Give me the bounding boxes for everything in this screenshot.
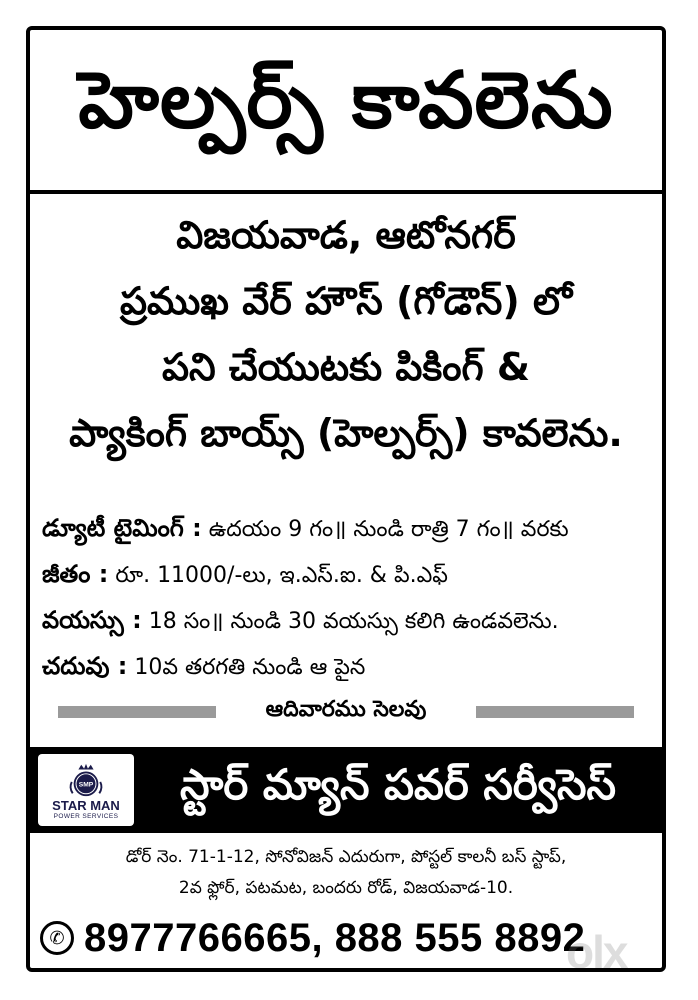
company-name: స్టార్ మ్యాన్ పవర్ సర్వీసెస్	[180, 760, 616, 809]
detail-row-salary	[42, 551, 657, 597]
headline: హెల్పర్స్ కావలెను	[78, 55, 614, 146]
detail-label: డ్యూటీ టైమింగ్ :	[42, 514, 202, 542]
crown-seal-icon	[67, 761, 105, 799]
phone-icon: ✆	[40, 921, 74, 955]
detail-label: చదువు :	[42, 652, 128, 680]
intro-line-roles: ప్యాకింగ్ బాయ్స్ (హెల్పర్స్) కావలెను.	[69, 411, 623, 455]
detail-row-timing	[42, 505, 657, 551]
intro-line-location: విజయవాడ, ఆటోనగర్	[176, 213, 516, 257]
address-line-2: 2వ ఫ్లోర్, పటమట, బందరు రోడ్, విజయవాడ-10.	[178, 878, 514, 898]
detail-label: జీతం :	[42, 560, 109, 588]
job-details	[42, 505, 657, 689]
company-band	[30, 747, 662, 833]
company-logo	[38, 754, 134, 826]
intro-line-work: పని చేయుటకు పికింగ్ &	[161, 345, 530, 389]
olx-watermark: olx	[566, 926, 627, 972]
logo-letters: SMP	[78, 781, 94, 789]
holiday-note: ఆదివారము సెలవు	[265, 697, 427, 722]
detail-value: రూ. 11000/-లు, ఇ.ఎస్.ఐ. & పి.ఎఫ్	[108, 563, 448, 588]
detail-value: 10వ తరగతి నుండి ఆ పైన	[127, 655, 366, 680]
detail-row-age	[42, 597, 657, 643]
headline-box	[30, 30, 662, 194]
detail-value: ఉదయం 9 గం॥ నుండి రాత్రి 7 గం॥ వరకు	[201, 517, 569, 542]
intro-line-warehouse: ప్రముఖ వేర్ హౌస్ (గోడౌన్) లో	[119, 279, 573, 323]
logo-name: STAR MAN	[52, 797, 120, 813]
poster-frame	[26, 26, 666, 972]
holiday-divider-left	[58, 706, 216, 718]
detail-value: 18 సం॥ నుండి 30 వయస్సు కలిగి ఉండవలెను.	[141, 609, 559, 634]
detail-label: వయస్సు :	[42, 606, 142, 634]
address-line-1: డోర్ నెం. 71-1-12, సోనోవిజన్ ఎదురుగా, పోస్టల్ కాలనీ బస్ స్టాప్,	[125, 847, 567, 867]
logo-subtitle: POWER SERVICES	[53, 812, 119, 820]
holiday-row	[30, 695, 662, 729]
phone-row	[40, 910, 655, 966]
holiday-divider-right	[476, 706, 634, 718]
intro-block	[30, 202, 662, 466]
detail-row-education	[42, 643, 657, 689]
phone-numbers: 8977766665, 888 555 8892	[84, 915, 586, 960]
address-block	[30, 842, 662, 904]
